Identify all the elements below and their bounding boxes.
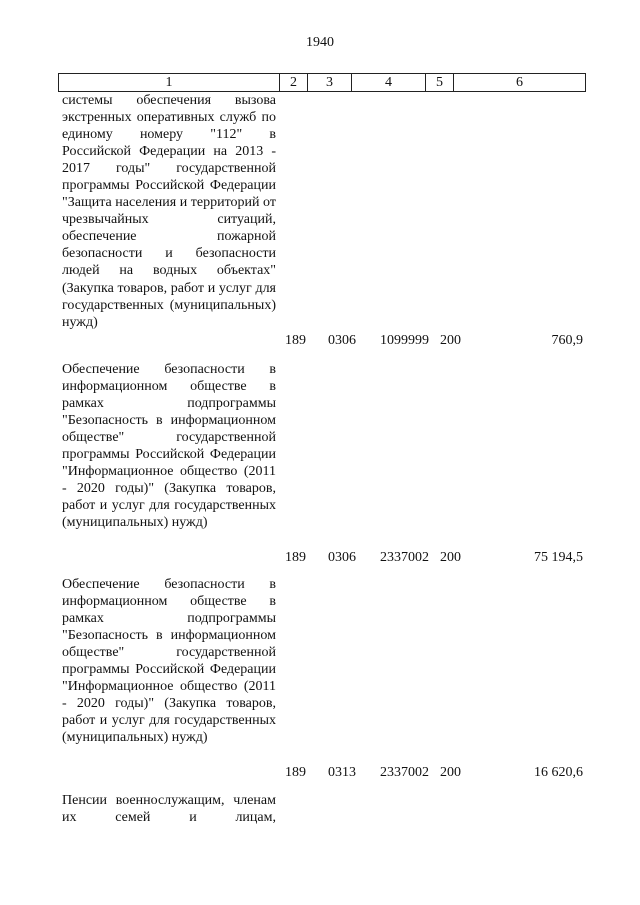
column-header-5: 5: [426, 74, 454, 92]
row-sum: 75 194,5: [534, 550, 583, 565]
table-header: [58, 73, 586, 92]
target-code: 1099999: [380, 333, 429, 348]
column-header-4: 4: [352, 74, 426, 92]
column-header-1: 1: [59, 74, 280, 92]
table-header-row: [59, 74, 586, 92]
admin-code: 189: [285, 333, 306, 348]
row-description: Пенсии военнослужащим, членам их семей и лицам,: [62, 793, 276, 826]
expense-type: 200: [440, 550, 461, 565]
admin-code: 189: [285, 550, 306, 565]
expense-type: 200: [440, 765, 461, 780]
column-header-2: 2: [280, 74, 308, 92]
row-sum: 16 620,6: [534, 765, 583, 780]
column-header-6: 6: [454, 74, 586, 92]
column-header-3: 3: [308, 74, 352, 92]
target-code: 2337002: [380, 765, 429, 780]
expense-type: 200: [440, 333, 461, 348]
section-code: 0306: [328, 550, 356, 565]
row-sum: 760,9: [551, 333, 583, 348]
page-number: 1940: [306, 35, 334, 50]
row-description: Обеспечение безопасности в информационном обществе в рамках подпрограммы "Безопасность в информационном обществе" государственной программы Российской Федерации "Информационное общество (2011 - 2020 годы)" (Закупка товаров, работ и услуг для государственных (муниципальных) нужд): [62, 362, 276, 531]
section-code: 0313: [328, 765, 356, 780]
row-description: Обеспечение безопасности в информационном обществе в рамках подпрограммы "Безопасность в информационном обществе" государственной программы Российской Федерации "Информационное общество (2011 - 2020 годы)" (Закупка товаров, работ и услуг для государственных (муниципальных) нужд): [62, 577, 276, 746]
row-description: системы обеспечения вызова экстренных оперативных служб по единому номеру "112" в Российской Федерации на 2013 - 2017 годы" государственной программы Российской Федерации "Защита населения и территорий от чрезвычайных ситуаций, обеспечение пожарной безопасности и безопасности людей на водных объектах" (Закупка товаров, работ и услуг для государственных (муниципальных) нужд): [62, 93, 276, 330]
section-code: 0306: [328, 333, 356, 348]
admin-code: 189: [285, 765, 306, 780]
target-code: 2337002: [380, 550, 429, 565]
